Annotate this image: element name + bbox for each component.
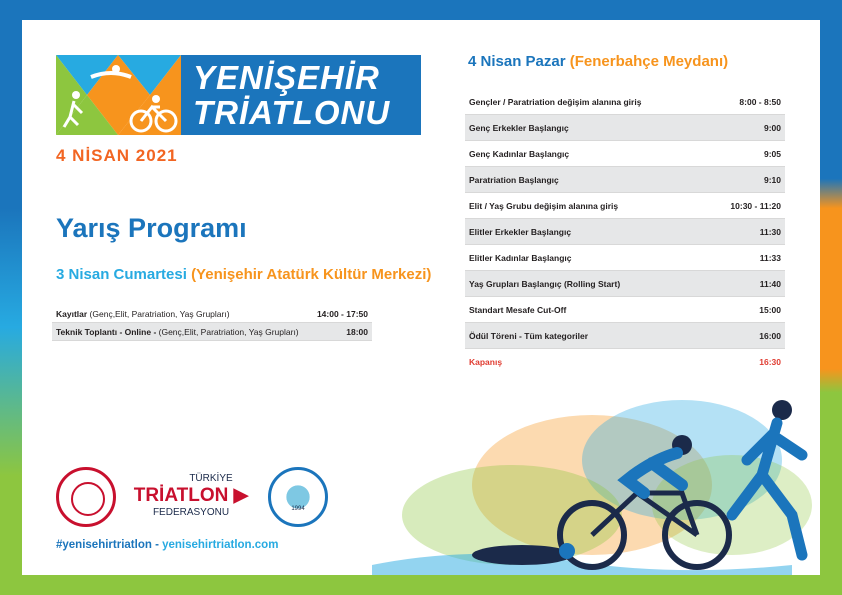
frame-top xyxy=(0,0,842,20)
row-label: Genç Erkekler Başlangıç xyxy=(469,122,569,133)
day2-place: (Fenerbahçe Meydanı) xyxy=(569,53,729,70)
seal-year: 1994 xyxy=(291,506,305,512)
federation-main: TRİATLON xyxy=(133,485,229,506)
row-label-bold: Kayıtlar xyxy=(56,308,88,319)
day2-row xyxy=(465,323,785,349)
row-label: Yaş Grupları Başlangıç (Rolling Start) xyxy=(469,278,621,289)
day2-row xyxy=(465,115,785,141)
federation-arrow: ▶ xyxy=(233,485,249,506)
day1-date: 3 Nisan Cumartesi xyxy=(56,266,187,283)
day1-place: (Yenişehir Atatürk Kültür Merkezi) xyxy=(191,266,432,283)
logo-line-1: YENİŞEHİR xyxy=(193,59,380,96)
program-title: Yarış Programı xyxy=(56,213,247,243)
row-time: 10:30 - 11:20 xyxy=(730,200,781,211)
row-label: Standart Mesafe Cut-Off xyxy=(469,304,567,315)
hashtag: #yenisehirtriatlon xyxy=(56,539,152,551)
row-time: 11:40 xyxy=(759,278,781,289)
row-label-rest: (Genç,Elit, Paratriation, Yaş Grupları) xyxy=(156,326,299,337)
logo-line-2: TRİATLONU xyxy=(193,94,391,131)
row-label: Gençler / Paratriation değişim alanına giriş xyxy=(469,96,642,107)
day2-row xyxy=(465,193,785,219)
day2-row xyxy=(465,141,785,167)
day2-date: 4 Nisan Pazar xyxy=(468,53,566,70)
row-label: Elitler Erkekler Başlangıç xyxy=(469,226,572,237)
sponsor-logos xyxy=(56,467,326,531)
row-time: 11:33 xyxy=(759,252,781,263)
frame-bottom xyxy=(0,575,842,595)
federation-logo xyxy=(126,473,256,527)
day1-heading xyxy=(56,266,431,283)
day2-schedule-table xyxy=(465,89,785,375)
row-time: 8:00 - 8:50 xyxy=(739,96,781,107)
row-time: 16:30 xyxy=(759,357,781,367)
day2-row xyxy=(465,89,785,115)
row-time: 9:05 xyxy=(763,148,781,159)
day2-row xyxy=(465,167,785,193)
frame-left xyxy=(0,0,22,595)
triathlon-logo-icon xyxy=(56,55,181,135)
day2-row xyxy=(465,271,785,297)
row-label-rest: (Genç,Elit, Paratriation, Yaş Grupları) xyxy=(87,308,230,319)
row-label: Elitler Kadınlar Başlangıç xyxy=(469,252,572,263)
footer-separator: - xyxy=(151,539,163,551)
row-time: 9:10 xyxy=(763,174,781,185)
row-time: 16:00 xyxy=(759,330,781,341)
row-label: Elit / Yaş Grubu değişim alanına giriş xyxy=(469,200,619,211)
event-date: 4 NİSAN 2021 xyxy=(56,146,178,165)
day1-row xyxy=(52,323,372,341)
row-time: 11:30 xyxy=(759,226,781,237)
event-logo-wordmark xyxy=(181,55,421,135)
federation-top: TÜRKİYE xyxy=(189,473,233,484)
federation-bottom: FEDERASYONU xyxy=(152,507,230,518)
row-time: 14:00 - 17:50 xyxy=(316,308,368,319)
ministry-seal-icon xyxy=(56,467,116,527)
row-time: 15:00 xyxy=(759,304,781,315)
day2-row xyxy=(465,219,785,245)
row-label: Ödül Töreni - Tüm kategoriler xyxy=(469,330,589,341)
frame-right xyxy=(820,0,842,595)
row-label-bold: Teknik Toplantı - Online - xyxy=(56,326,157,337)
footer-links xyxy=(56,539,278,551)
website-link[interactable]: yenisehirtriatlon.com xyxy=(162,539,279,551)
row-label: Genç Kadınlar Başlangıç xyxy=(469,148,570,159)
day1-row xyxy=(52,305,372,323)
day2-row xyxy=(465,245,785,271)
row-time: 9:00 xyxy=(763,122,781,133)
row-time: 18:00 xyxy=(346,326,368,337)
day2-heading xyxy=(468,53,728,70)
athletes-illustration xyxy=(352,365,820,575)
poster-panel xyxy=(22,20,820,575)
day1-schedule-table xyxy=(52,305,372,341)
day2-row xyxy=(465,297,785,323)
row-label: Paratriation Başlangıç xyxy=(469,174,559,185)
row-label: Kapanış xyxy=(469,357,503,367)
municipality-seal-icon xyxy=(268,467,328,527)
